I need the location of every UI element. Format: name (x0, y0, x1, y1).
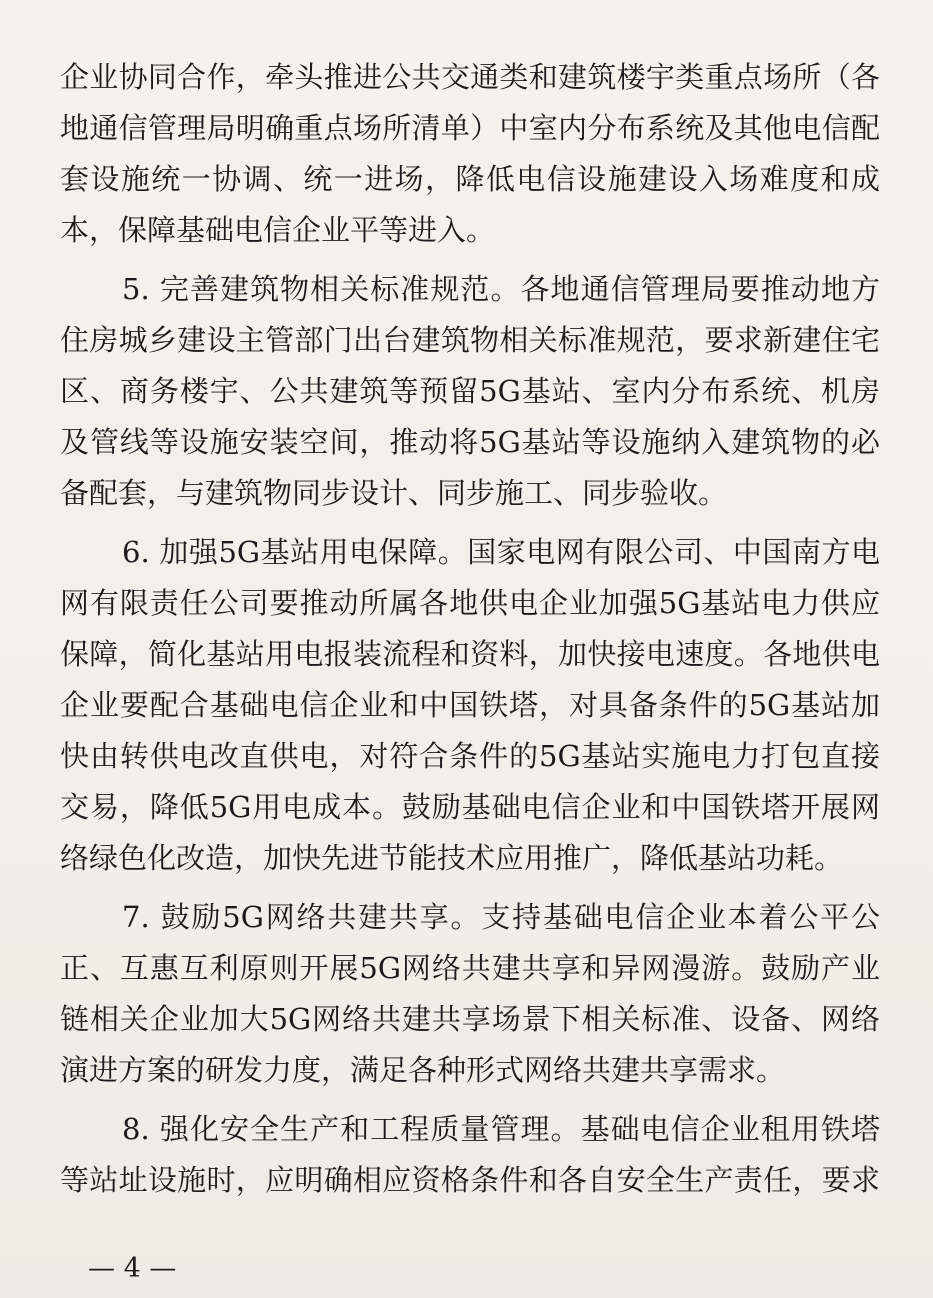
text-line: 6. 加强5G基站用电保障。国家电网有限公司、中国南方电 (122, 535, 880, 569)
text-line: 8. 强化安全生产和工程质量管理。基础电信企业租用铁塔 (122, 1112, 880, 1146)
text-line: 络绿色化改造，加快先进节能技术应用推广，降低基站功耗。 (60, 841, 844, 875)
text-line: 企业协同合作，牵头推进公共交通类和建筑楼宇类重点场所（各 (60, 60, 880, 94)
text-line: 快由转供电改直供电，对符合条件的5G基站实施电力打包直接 (60, 739, 880, 773)
text-line: 演进方案的研发力度，满足各种形式网络共建共享需求。 (60, 1053, 786, 1087)
text-line: 住房城乡建设主管部门出台建筑物相关标准规范，要求新建住宅 (60, 323, 880, 357)
paragraph-item-6 (60, 527, 880, 884)
text-line: 地通信管理局明确重点场所清单）中室内分布系统及其他电信配 (60, 111, 880, 145)
text-line: 保障，简化基站用电报装流程和资料，加快接电速度。各地供电 (60, 637, 880, 671)
text-line: 交易，降低5G用电成本。鼓励基础电信企业和中国铁塔开展网 (60, 790, 880, 824)
paragraph-continuation (60, 52, 880, 256)
text-line: 5. 完善建筑物相关标准规范。各地通信管理局要推动地方 (122, 272, 880, 306)
text-line: 备配套，与建筑物同步设计、同步施工、同步验收。 (60, 476, 728, 510)
paragraph-item-5 (60, 264, 880, 519)
text-line: 本，保障基础电信企业平等进入。 (60, 213, 496, 247)
text-line: 7. 鼓励5G网络共建共享。支持基础电信企业本着公平公 (122, 900, 880, 934)
text-line: 企业要配合基础电信企业和中国铁塔，对具备条件的5G基站加 (60, 688, 880, 722)
document-body (60, 52, 880, 1214)
text-line: 正、互惠互利原则开展5G网络共建共享和异网漫游。鼓励产业 (60, 951, 880, 985)
text-line: 等站址设施时，应明确相应资格条件和各自安全生产责任，要求 (60, 1163, 880, 1197)
text-line: 区、商务楼宇、公共建筑等预留5G基站、室内分布系统、机房 (60, 374, 880, 408)
text-line: 套设施统一协调、统一进场，降低电信设施建设入场难度和成 (60, 162, 880, 196)
text-line: 链相关企业加大5G网络共建共享场景下相关标准、设备、网络 (60, 1002, 880, 1036)
paragraph-item-7 (60, 892, 880, 1096)
paragraph-item-8 (60, 1104, 880, 1206)
text-line: 网有限责任公司要推动所属各地供电企业加强5G基站电力供应 (60, 586, 880, 620)
text-line: 及管线等设施安装空间，推动将5G基站等设施纳入建筑物的必 (60, 425, 880, 459)
page-number: — 4 — (88, 1253, 177, 1284)
